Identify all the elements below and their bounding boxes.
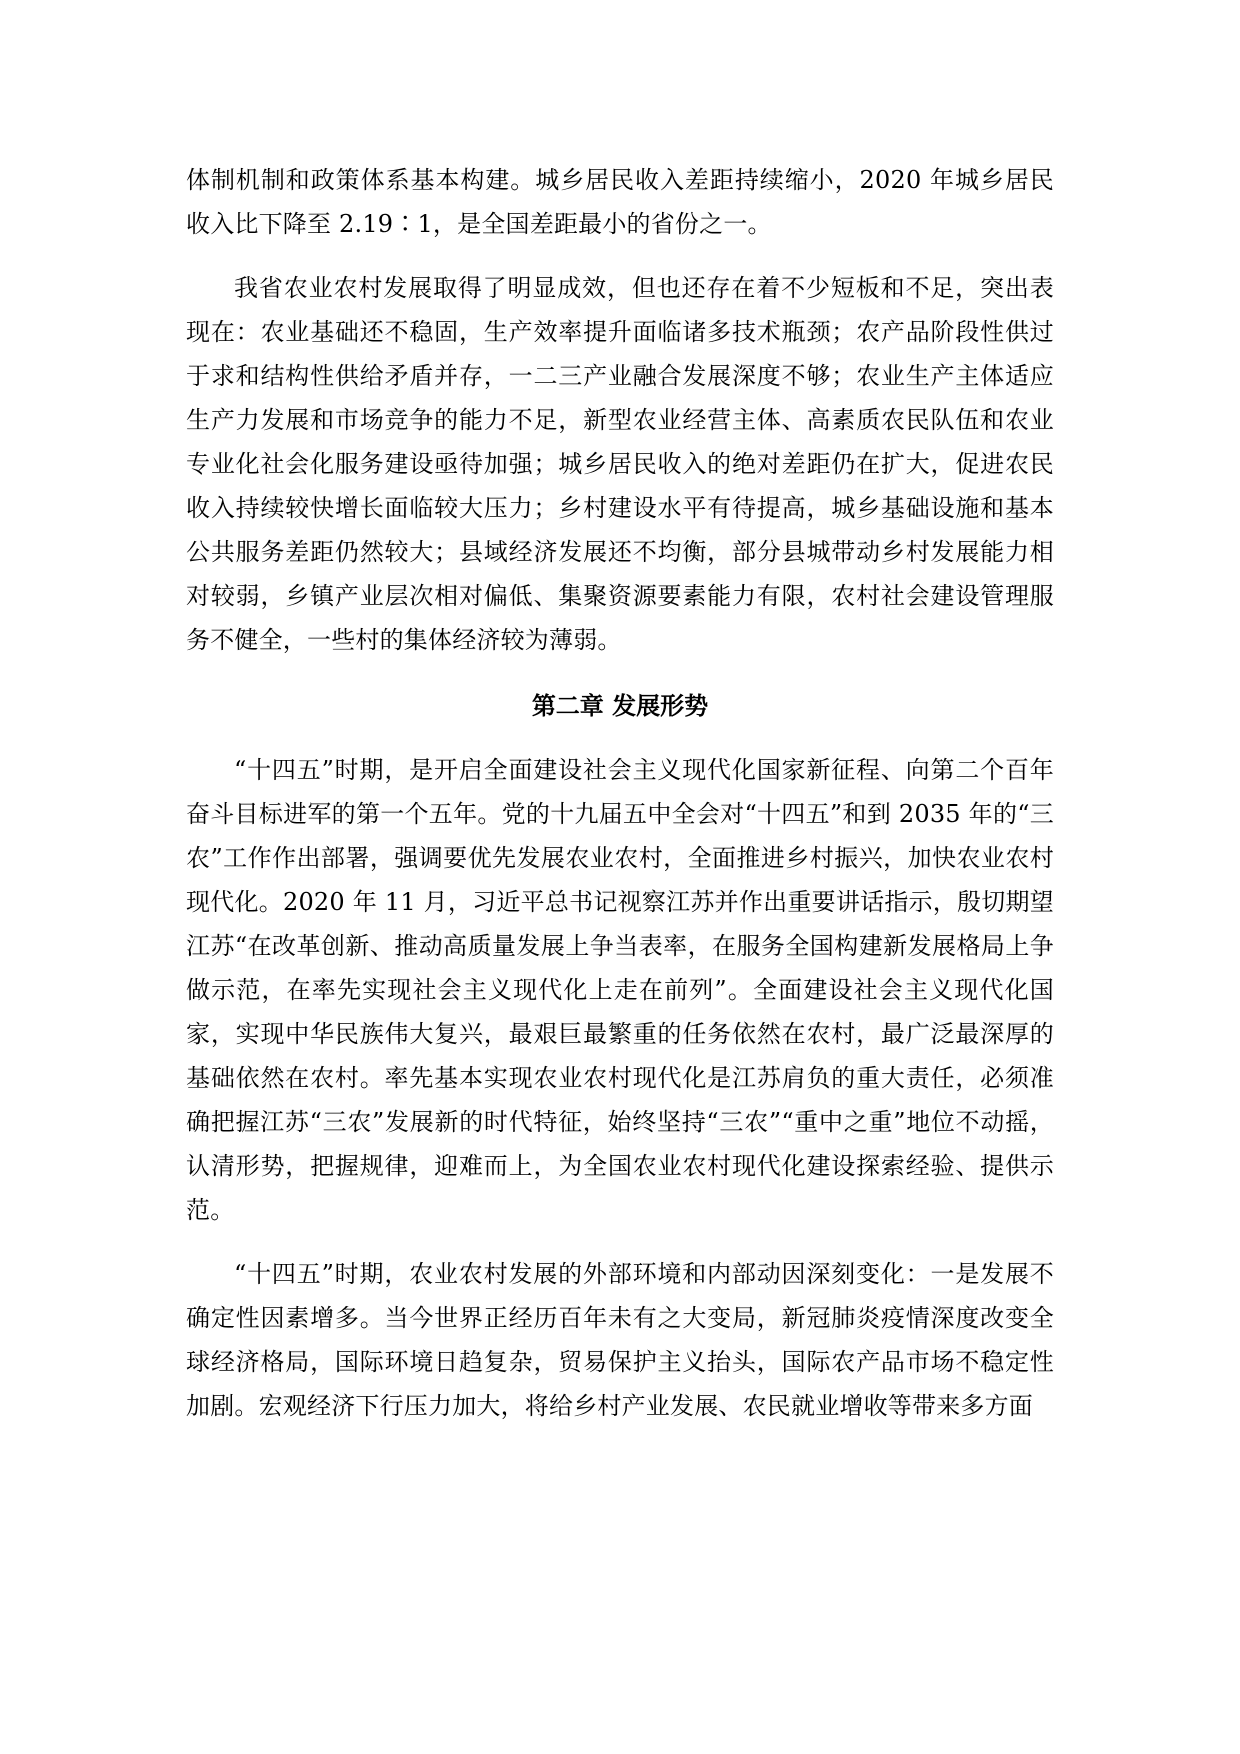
paragraph-external-environment: “十四五”时期，农业农村发展的外部环境和内部动因深刻变化：一是发展不确定性因素增多。当今世界正经历百年未有之大变局，新冠肺炎疫情深度改变全球经济格局，国际环境日趋复杂，贸易保护主义抬头，国际农产品市场不稳定性加剧。宏观经济下行压力加大，将给乡村产业发展、农民就业增收等带来多方面	[186, 1260, 1054, 1420]
document-page	[186, 158, 1054, 1428]
paragraph-income-gap: 体制机制和政策体系基本构建。城乡居民收入差距持续缩小，2020 年城乡居民收入比下降至 2.19∶1，是全国差距最小的省份之一。	[186, 166, 1054, 238]
paragraph-fourteenth-five-year-period: “十四五”时期，是开启全面建设社会主义现代化国家新征程、向第二个百年奋斗目标进军的第一个五年。党的十九届五中全会对“十四五”和到 2035 年的“三农”工作作出部署，强调要优先发展农业农村，全面推进乡村振兴，加快农业农村现代化。2020 年 11 月，习近平总书记视察江苏并作出重要讲话指示，殷切期望江苏“在改革创新、推动高质量发展上争当表率，在服务全国构建新发展格局上争做示范，在率先实现社会主义现代化上走在前列”。全面建设社会主义现代化国家，实现中华民族伟大复兴，最艰巨最繁重的任务依然在农村，最广泛最深厚的基础依然在农村。率先基本实现农业农村现代化是江苏肩负的重大责任，必须准确把握江苏“三农”发展新的时代特征，始终坚持“三农”“重中之重”地位不动摇，认清形势，把握规律，迎难而上，为全国农业农村现代化建设探索经验、提供示范。	[186, 756, 1054, 1224]
chapter-heading: 第二章 发展形势	[531, 692, 709, 720]
paragraph-shortcomings: 我省农业农村发展取得了明显成效，但也还存在着不少短板和不足，突出表现在：农业基础还不稳固，生产效率提升面临诸多技术瓶颈；农产品阶段性供过于求和结构性供给矛盾并存，一二三产业融合发展深度不够；农业生产主体适应生产力发展和市场竞争的能力不足，新型农业经营主体、高素质农民队伍和农业专业化社会化服务建设亟待加强；城乡居民收入的绝对差距仍在扩大，促进农民收入持续较快增长面临较大压力；乡村建设水平有待提高，城乡基础设施和基本公共服务差距仍然较大；县域经济发展还不均衡，部分县城带动乡村发展能力相对较弱，乡镇产业层次相对偏低、集聚资源要素能力有限，农村社会建设管理服务不健全，一些村的集体经济较为薄弱。	[186, 274, 1054, 654]
